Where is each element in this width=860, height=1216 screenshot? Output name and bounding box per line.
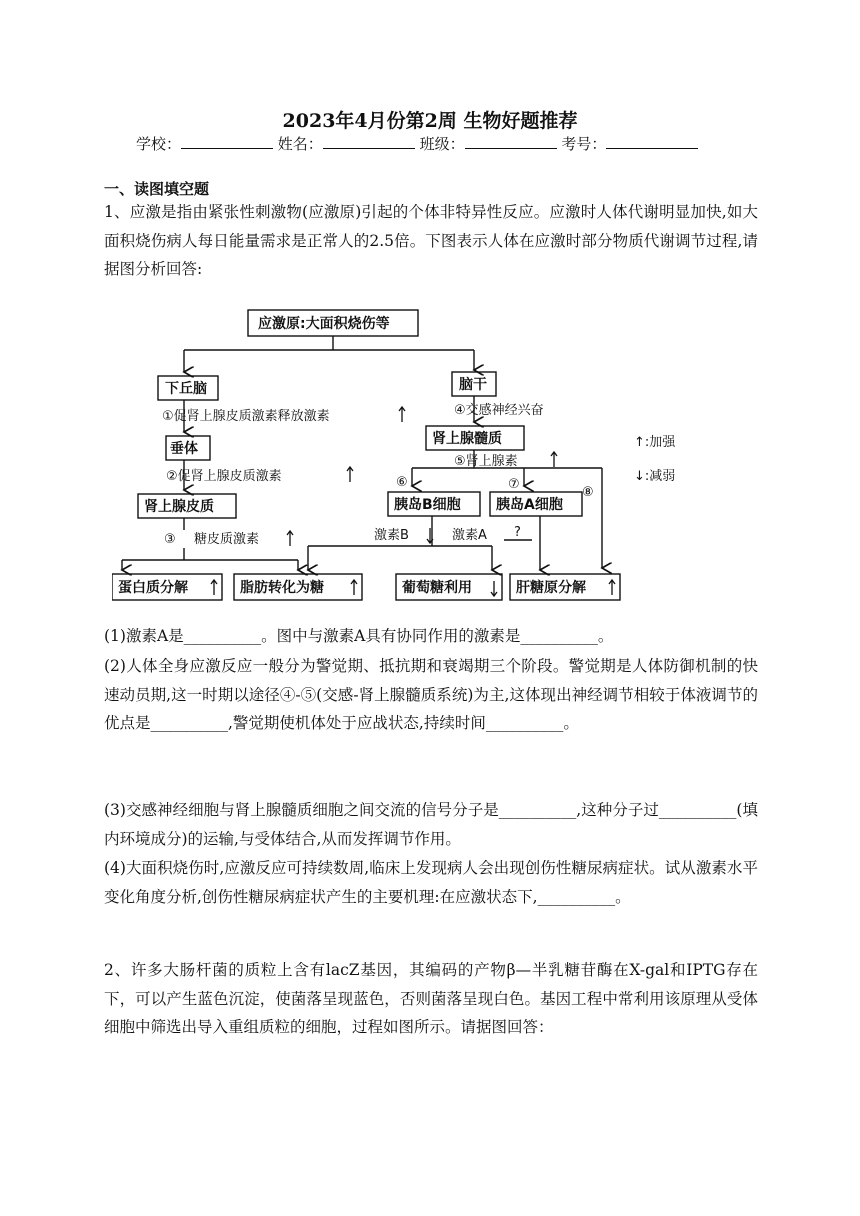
adrenal-cortex-label: 肾上腺皮质	[144, 499, 214, 515]
school-label: 学校：	[136, 135, 182, 153]
class-label: 班级：	[419, 135, 465, 153]
hypothalamus-label: 下丘脑	[165, 381, 207, 397]
islet-b-label: 胰岛B细胞	[394, 497, 461, 513]
exam-no-label: 考号：	[561, 135, 607, 153]
glucose-label: 葡萄糖利用	[402, 580, 472, 596]
fat-label: 脂肪转化为糖	[240, 580, 324, 596]
path3-label: ③	[164, 532, 176, 547]
class-blank[interactable]	[465, 134, 557, 149]
num7-label: ⑦	[508, 477, 520, 492]
path1-label: ①促肾上腺皮质激素释放激素	[162, 409, 330, 424]
path5-label: ⑤肾上腺素	[454, 454, 518, 469]
question-1-sub-1: (1)激素A是__________。图中与激素A具有协同作用的激素是__________。	[104, 627, 614, 645]
root-label: 应激原:大面积烧伤等	[258, 316, 390, 332]
question-mark-label: ?	[514, 525, 521, 540]
brainstem-label: 脑干	[459, 377, 487, 393]
islet-a-label: 胰岛A细胞	[496, 497, 563, 513]
legend-up-label: ↑:加强	[634, 435, 676, 450]
student-info-line	[136, 133, 698, 154]
adrenal-medulla-label: 肾上腺髓质	[432, 431, 502, 447]
num8-label: ⑧	[582, 485, 594, 500]
name-label: 姓名：	[277, 135, 323, 153]
question-1-intro: 1、应激是指由紧张性刺激物(应激原)引起的个体非特异性反应。应激时人体代谢明显加快,如大面积烧伤病人每日能量需求是正常人的2.5倍。下图表示人体在应激时部分物质代谢调节过程,请据图分析回答:	[104, 203, 758, 278]
question-1-sub-3: (3)交感神经细胞与肾上腺髓质细胞之间交流的信号分子是__________,这种分子过__________(填内环境成分)的运输,与受体结合,从而发挥调节作用。	[104, 801, 758, 848]
stress-regulation-diagram	[112, 300, 724, 610]
path4-label: ④交感神经兴奋	[454, 403, 544, 418]
school-blank[interactable]	[181, 134, 273, 149]
exam-no-blank[interactable]	[606, 134, 698, 149]
name-blank[interactable]	[323, 134, 415, 149]
pituitary-label: 垂体	[170, 441, 198, 457]
hormone-b-label: 激素B	[374, 528, 409, 543]
hormone-a-label: 激素A	[452, 528, 487, 543]
question-1-sub-2: (2)人体全身应激反应一般分为警觉期、抵抗期和衰竭期三个阶段。警觉期是人体防御机制的快速动员期,这一时期以途径④-⑤(交感-肾上腺髓质系统)为主,这体现出神经调节相较于体液调节的优点是__________,警觉期使机体处于应战状态,持续时间__________。	[104, 657, 758, 732]
question-1-sub-4: (4)大面积烧伤时,应激反应可持续数周,临床上发现病人会出现创伤性糖尿病症状。试从激素水平变化角度分析,创伤性糖尿病症状产生的主要机理:在应激状态下,__________。	[104, 859, 758, 906]
glycogen-label: 肝糖原分解	[516, 580, 586, 596]
section-heading: 一、读图填空题	[104, 180, 210, 198]
legend-down-label: ↓:减弱	[634, 469, 676, 484]
question-2-intro: 2、许多大肠杆菌的质粒上含有lacZ基因，其编码的产物β—半乳糖苷酶在X-gal和IPTG存在下，可以产生蓝色沉淀，使菌落呈现蓝色，否则菌落呈现白色。基因工程中常利用该原理从受体细胞中筛选出导入重组质粒的细胞，过程如图所示。请据图回答：	[104, 961, 758, 1036]
num6-label: ⑥	[396, 475, 408, 490]
glucocorticoid-label: 糖皮质激素	[194, 532, 260, 547]
path2-label: ②促肾上腺皮质激素	[166, 469, 282, 484]
page-title: 2023年4月份第2周 生物好题推荐	[282, 110, 578, 132]
protein-label: 蛋白质分解	[118, 580, 188, 596]
